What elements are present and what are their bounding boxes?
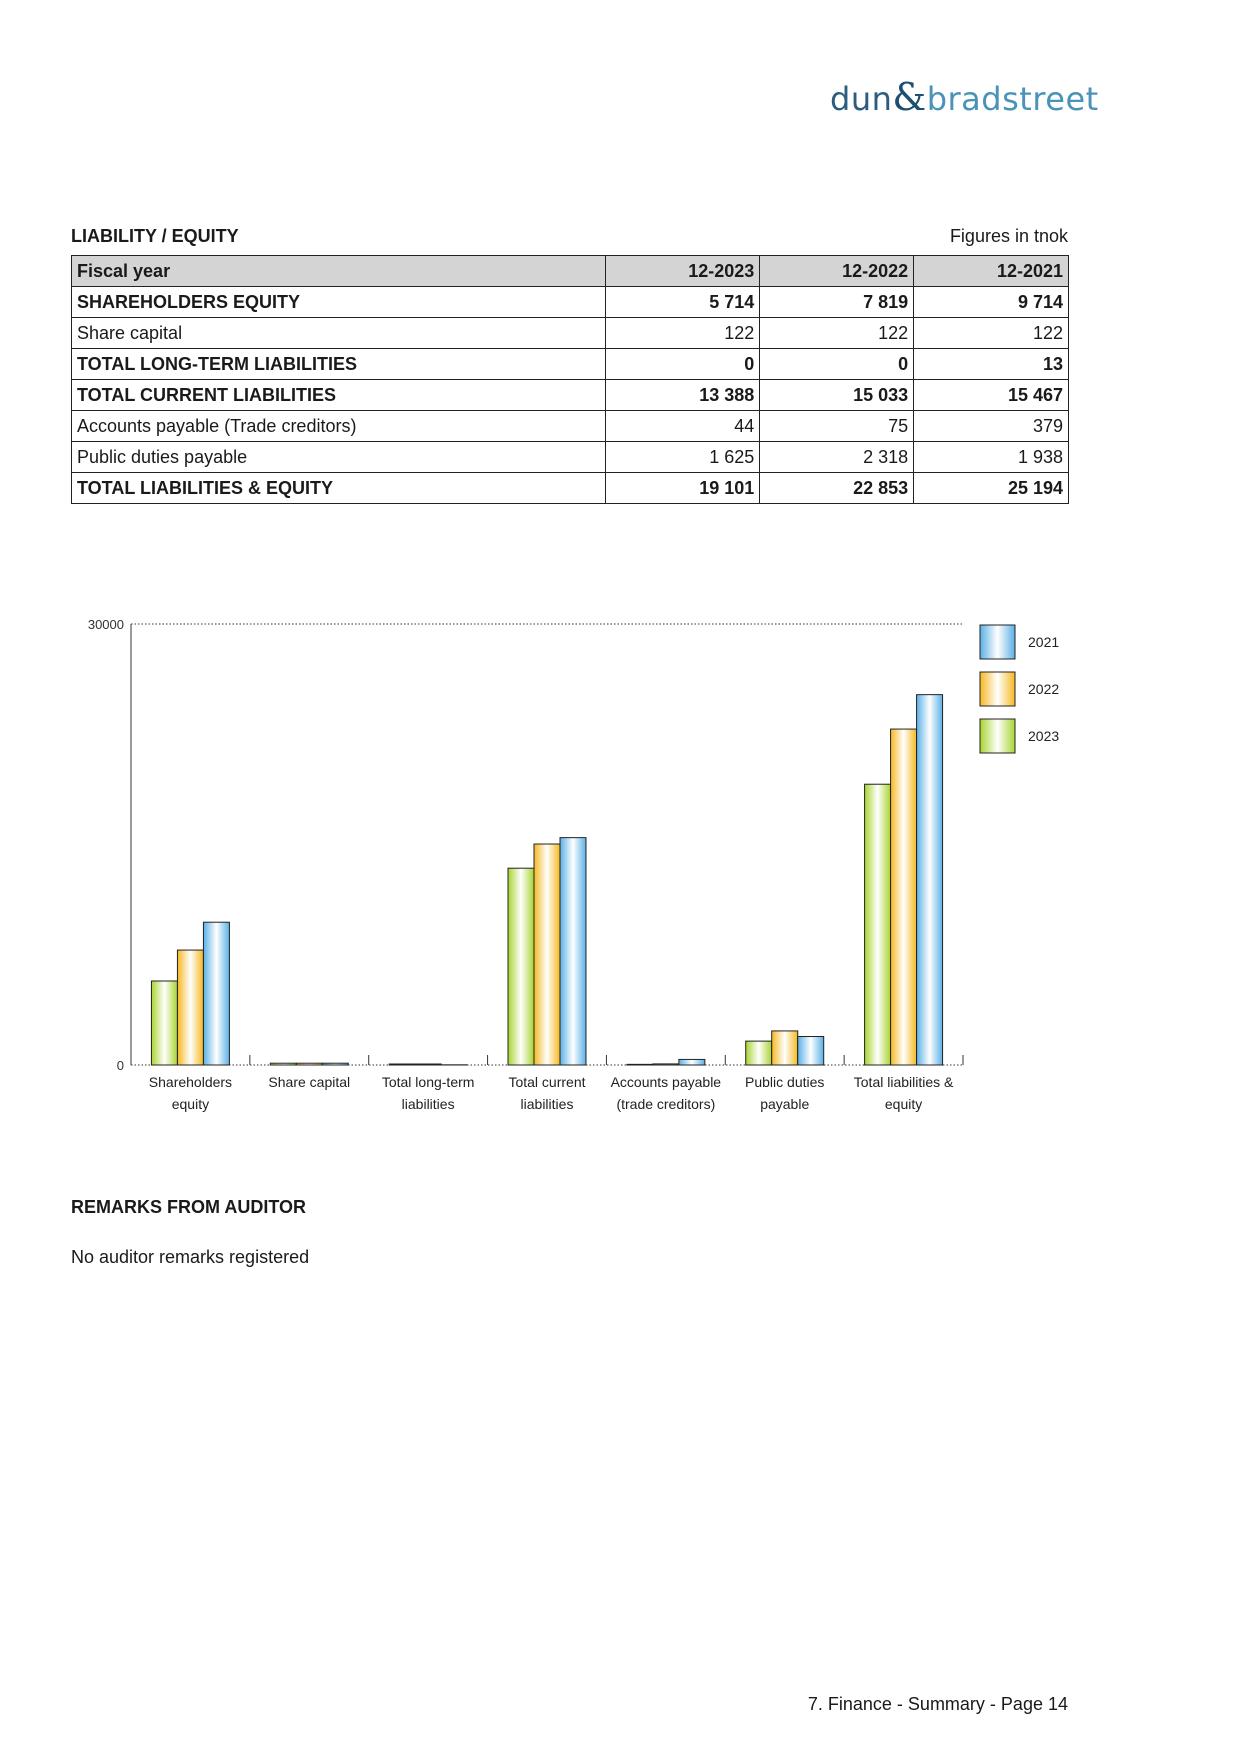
bar-2023 xyxy=(270,1063,296,1065)
x-category-label: equity xyxy=(884,1096,923,1112)
legend-swatch-2021 xyxy=(980,625,1015,659)
row-value: 379 xyxy=(914,411,1069,442)
bar-2021 xyxy=(322,1063,348,1065)
row-value: 1 938 xyxy=(914,442,1069,473)
row-label: TOTAL LONG-TERM LIABILITIES xyxy=(72,349,606,380)
row-label: Share capital xyxy=(72,318,606,349)
column-header: 12-2021 xyxy=(914,256,1069,287)
y-tick-label: 0 xyxy=(116,1058,124,1073)
legend-swatch-2022 xyxy=(980,672,1015,706)
table-row xyxy=(72,411,1069,442)
x-category-label: Shareholders xyxy=(148,1074,233,1090)
table-row xyxy=(72,287,1069,318)
row-value: 9 714 xyxy=(914,287,1069,318)
row-value: 19 101 xyxy=(606,473,760,504)
logo-ampersand: & xyxy=(892,75,927,119)
bar-2021 xyxy=(917,695,943,1065)
row-label: SHAREHOLDERS EQUITY xyxy=(72,287,606,318)
bar-2023 xyxy=(746,1041,772,1065)
logo-bradstreet: bradstreet xyxy=(926,80,1099,118)
row-label: TOTAL LIABILITIES & EQUITY xyxy=(72,473,606,504)
liability-equity-title: LIABILITY / EQUITY xyxy=(71,226,239,246)
page-footer: 7. Finance - Summary - Page 14 xyxy=(807,1694,1068,1714)
table-row xyxy=(72,318,1069,349)
x-category-label: liabilities xyxy=(401,1096,455,1112)
row-value: 122 xyxy=(606,318,760,349)
table-row xyxy=(72,380,1069,411)
auditor-remarks-title: REMARKS FROM AUDITOR xyxy=(71,1197,306,1217)
liability-equity-bar-chart xyxy=(0,600,1241,1120)
row-value: 13 xyxy=(914,349,1069,380)
bar-2022 xyxy=(177,950,203,1065)
bar-2023 xyxy=(151,981,177,1065)
bar-2022 xyxy=(772,1031,798,1065)
x-category-label: Total liabilities & xyxy=(853,1074,954,1090)
legend-label: 2022 xyxy=(1028,681,1060,697)
row-value: 13 388 xyxy=(606,380,760,411)
x-category-label: Accounts payable xyxy=(610,1074,722,1090)
x-category-label: liabilities xyxy=(520,1096,574,1112)
auditor-remarks-text: No auditor remarks registered xyxy=(71,1247,310,1267)
row-value: 44 xyxy=(606,411,760,442)
units-note: Figures in tnok xyxy=(949,226,1068,246)
row-value: 1 625 xyxy=(606,442,760,473)
row-value: 7 819 xyxy=(760,287,914,318)
bar-2021 xyxy=(679,1059,705,1065)
row-value: 0 xyxy=(606,349,760,380)
column-header: 12-2023 xyxy=(606,256,760,287)
bar-2023 xyxy=(627,1064,653,1065)
column-header: 12-2022 xyxy=(760,256,914,287)
bar-2022 xyxy=(534,844,560,1065)
bar-2023 xyxy=(508,868,534,1065)
legend-label: 2021 xyxy=(1028,634,1060,650)
bar-2021 xyxy=(798,1037,824,1065)
bar-2023 xyxy=(389,1064,415,1065)
x-category-label: equity xyxy=(171,1096,210,1112)
bar-2022 xyxy=(653,1064,679,1065)
bar-2021 xyxy=(560,838,586,1065)
row-value: 122 xyxy=(914,318,1069,349)
row-label: Accounts payable (Trade creditors) xyxy=(72,411,606,442)
bar-2023 xyxy=(865,784,891,1065)
liability-equity-table xyxy=(71,255,1069,504)
legend-swatch-2023 xyxy=(980,719,1015,753)
row-value: 122 xyxy=(760,318,914,349)
row-value: 0 xyxy=(760,349,914,380)
row-value: 75 xyxy=(760,411,914,442)
row-value: 25 194 xyxy=(914,473,1069,504)
logo-dun: dun xyxy=(830,80,893,118)
y-tick-label: 30000 xyxy=(87,617,124,632)
x-category-label: Total current xyxy=(508,1074,586,1090)
bar-2022 xyxy=(891,729,917,1065)
table-header-row xyxy=(72,256,1069,287)
table-row xyxy=(72,473,1069,504)
x-category-label: Share capital xyxy=(268,1074,351,1090)
fiscal-year-header: Fiscal year xyxy=(72,256,606,287)
x-category-label: Total long-term xyxy=(381,1074,475,1090)
bar-2022 xyxy=(296,1063,322,1065)
row-value: 15 033 xyxy=(760,380,914,411)
x-category-label: payable xyxy=(760,1096,810,1112)
bar-2022 xyxy=(415,1064,441,1065)
row-value: 2 318 xyxy=(760,442,914,473)
bar-2021 xyxy=(203,922,229,1065)
dun-bradstreet-logo xyxy=(830,75,1099,119)
table-row xyxy=(72,442,1069,473)
row-value: 5 714 xyxy=(606,287,760,318)
table-row xyxy=(72,349,1069,380)
x-category-label: Public duties xyxy=(745,1074,825,1090)
row-label: TOTAL CURRENT LIABILITIES xyxy=(72,380,606,411)
row-value: 22 853 xyxy=(760,473,914,504)
x-category-label: (trade creditors) xyxy=(616,1096,716,1112)
row-value: 15 467 xyxy=(914,380,1069,411)
row-label: Public duties payable xyxy=(72,442,606,473)
legend-label: 2023 xyxy=(1028,728,1060,744)
